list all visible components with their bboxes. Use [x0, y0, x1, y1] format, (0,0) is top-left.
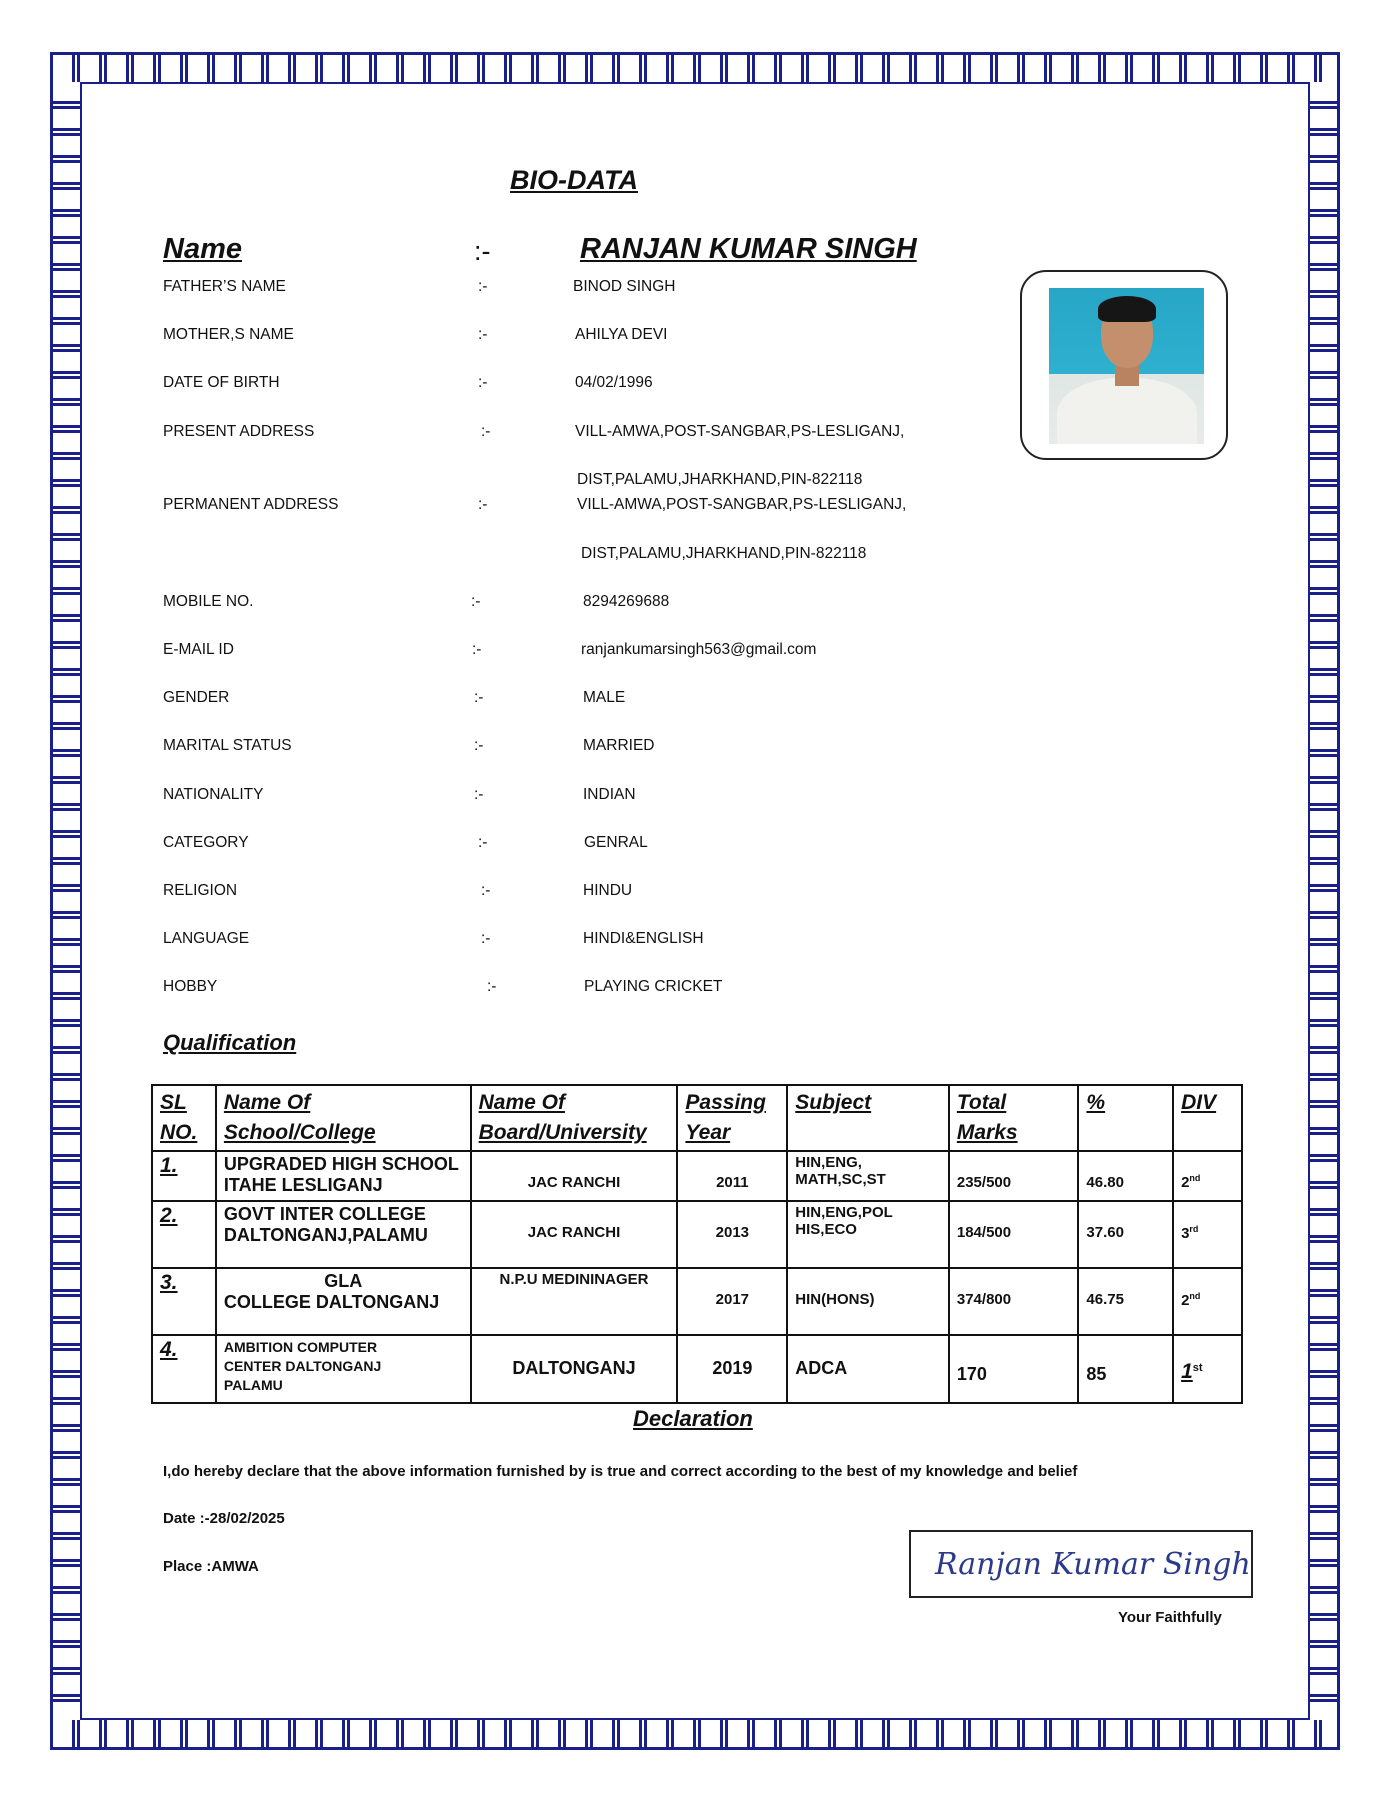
field-value-permanent-address-line2: DIST,PALAMU,JHARKHAND,PIN-822118 — [581, 545, 867, 562]
cell-subject: HIN(HONS) — [787, 1268, 949, 1335]
field-label-email: E-MAIL ID — [163, 641, 234, 658]
field-label-mobile: MOBILE NO. — [163, 593, 254, 610]
qualification-title: Qualification — [163, 1030, 297, 1055]
cell-school: AMBITION COMPUTER CENTER DALTONGANJ PALAMU — [216, 1335, 471, 1403]
field-label-permanent-address: PERMANENT ADDRESS — [163, 496, 339, 513]
field-label-gender: GENDER — [163, 689, 230, 706]
cell-school: GLA COLLEGE DALTONGANJ — [216, 1268, 471, 1335]
header-school: Name Of School/College — [216, 1085, 471, 1151]
field-colon: :- — [481, 423, 491, 440]
field-label-dob: DATE OF BIRTH — [163, 374, 280, 391]
field-value-category: GENRAL — [584, 834, 648, 851]
field-label-father: FATHER’S NAME — [163, 278, 286, 295]
field-label-religion: RELIGION — [163, 882, 238, 899]
field-value-hobby: PLAYING CRICKET — [584, 978, 723, 995]
cell-percent: 46.80 — [1078, 1151, 1173, 1201]
field-colon: :- — [471, 593, 481, 610]
header-subject: Subject — [787, 1085, 949, 1151]
field-colon: :- — [478, 374, 488, 391]
cell-sl: 1. — [152, 1151, 216, 1201]
name-value: RANJAN KUMAR SINGH — [580, 233, 917, 265]
cell-year: 2013 — [677, 1201, 787, 1268]
qualification-table — [151, 1084, 1243, 1404]
header-year: Passing Year — [677, 1085, 787, 1151]
header-div: DIV — [1173, 1085, 1242, 1151]
cell-board: JAC RANCHI — [471, 1151, 678, 1201]
table-header-row — [152, 1085, 1242, 1151]
declaration-date: Date :-28/02/2025 — [163, 1510, 285, 1527]
profile-photo — [1049, 288, 1204, 444]
signature-box — [909, 1530, 1253, 1598]
cell-sl: 4. — [152, 1335, 216, 1403]
field-label-present-address: PRESENT ADDRESS — [163, 423, 315, 440]
field-label-hobby: HOBBY — [163, 978, 218, 995]
cell-percent: 46.75 — [1078, 1268, 1173, 1335]
header-board: Name Of Board/University — [471, 1085, 678, 1151]
cell-sl: 3. — [152, 1268, 216, 1335]
field-colon: :- — [472, 641, 482, 658]
cell-div: 2nd — [1173, 1151, 1242, 1201]
cell-marks: 235/500 — [949, 1151, 1079, 1201]
field-value-mobile: 8294269688 — [583, 593, 670, 610]
cell-year: 2017 — [677, 1268, 787, 1335]
field-value-father: BINOD SINGH — [573, 278, 676, 295]
field-colon: :- — [481, 930, 491, 947]
name-label: Name — [163, 233, 242, 265]
cell-year: 2011 — [677, 1151, 787, 1201]
cell-subject: ADCA — [787, 1335, 949, 1403]
cell-school: GOVT INTER COLLEGE DALTONGANJ,PALAMU — [216, 1201, 471, 1268]
cell-marks: 184/500 — [949, 1201, 1079, 1268]
cell-div: 3rd — [1173, 1201, 1242, 1268]
field-label-marital-status: MARITAL STATUS — [163, 737, 292, 754]
field-value-gender: MALE — [583, 689, 626, 706]
field-colon: :- — [474, 689, 484, 706]
cell-subject: HIN,ENG, MATH,SC,ST — [787, 1151, 949, 1201]
field-label-mother: MOTHER,S NAME — [163, 326, 294, 343]
closing-text: Your Faithfully — [1118, 1609, 1222, 1626]
table-row — [152, 1335, 1242, 1403]
field-label-language: LANGUAGE — [163, 930, 250, 947]
field-colon: :- — [478, 326, 488, 343]
table-row — [152, 1201, 1242, 1268]
cell-year: 2019 — [677, 1335, 787, 1403]
field-colon: :- — [481, 882, 491, 899]
field-value-nationality: INDIAN — [583, 786, 636, 803]
cell-div: 2nd — [1173, 1268, 1242, 1335]
table-row — [152, 1268, 1242, 1335]
field-value-dob: 04/02/1996 — [575, 374, 653, 391]
field-colon: :- — [478, 834, 488, 851]
field-value-mother: AHILYA DEVI — [575, 326, 668, 343]
header-percent: % — [1078, 1085, 1173, 1151]
svg-text:Ranjan Kumar Singh: Ranjan Kumar Singh — [935, 1547, 1251, 1582]
field-value-present-address-line2: DIST,PALAMU,JHARKHAND,PIN-822118 — [577, 471, 863, 488]
field-value-religion: HINDU — [583, 882, 633, 899]
name-colon: :- — [474, 236, 491, 266]
field-label-nationality: NATIONALITY — [163, 786, 264, 803]
declaration-place: Place :AMWA — [163, 1558, 259, 1575]
cell-board: N.P.U MEDININAGER — [471, 1268, 678, 1335]
cell-board: DALTONGANJ — [471, 1335, 678, 1403]
field-colon: :- — [487, 978, 497, 995]
header-sl: SL NO. — [152, 1085, 216, 1151]
field-value-language: HINDI&ENGLISH — [583, 930, 704, 947]
field-colon: :- — [474, 737, 484, 754]
declaration-title: Declaration — [633, 1406, 753, 1431]
cell-board: JAC RANCHI — [471, 1201, 678, 1268]
cell-school: UPGRADED HIGH SCHOOL ITAHE LESLIGANJ — [216, 1151, 471, 1201]
cell-sl: 2. — [152, 1201, 216, 1268]
field-value-email: ranjankumarsingh563@gmail.com — [581, 641, 817, 658]
field-label-category: CATEGORY — [163, 834, 249, 851]
table-row — [152, 1151, 1242, 1201]
header-marks: Total Marks — [949, 1085, 1079, 1151]
cell-marks: 170 — [949, 1335, 1079, 1403]
field-colon: :- — [478, 278, 488, 295]
signature-image — [911, 1532, 1251, 1596]
field-colon: :- — [474, 786, 484, 803]
field-value-marital-status: MARRIED — [583, 737, 655, 754]
cell-marks: 374/800 — [949, 1268, 1079, 1335]
cell-subject: HIN,ENG,POL HIS,ECO — [787, 1201, 949, 1268]
document-title: BIO-DATA — [510, 165, 638, 195]
field-value-present-address: VILL-AMWA,POST-SANGBAR,PS-LESLIGANJ, — [575, 423, 905, 440]
cell-div: 1st — [1173, 1335, 1242, 1403]
cell-percent: 37.60 — [1078, 1201, 1173, 1268]
declaration-text: I,do hereby declare that the above information furnished by is true and correct according to the best of my knowledge and belief — [163, 1463, 1078, 1480]
field-colon: :- — [478, 496, 488, 513]
field-value-permanent-address: VILL-AMWA,POST-SANGBAR,PS-LESLIGANJ, — [577, 496, 907, 513]
cell-percent: 85 — [1078, 1335, 1173, 1403]
